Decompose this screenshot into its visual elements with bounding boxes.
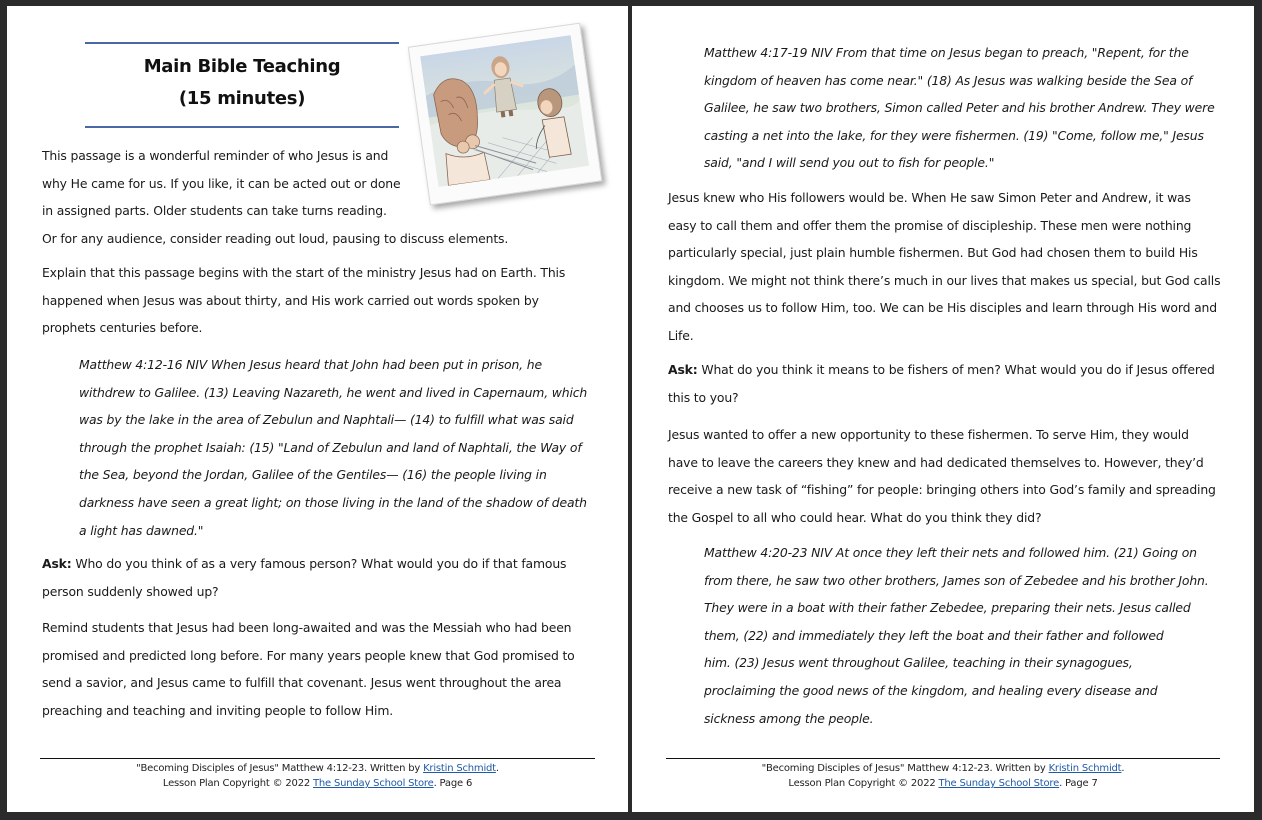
remind-paragraph (42, 614, 575, 724)
author-link[interactable]: Kristin Schmidt (1048, 763, 1122, 774)
jesus-knew-paragraph (668, 184, 1220, 350)
verse-line: Matthew 4:17-19 NIV From that time on Jesus began to preach, "Repent, for the (704, 45, 1189, 60)
footer-text: . (1121, 763, 1125, 774)
footer-text: "Becoming Disciples of Jesus" Matthew 4:12-23. Written by (761, 763, 1049, 774)
text-line: happened when Jesus was about thirty, and His work carried out words spoken by (42, 292, 539, 308)
page-footer (666, 761, 1220, 791)
footer-text: . (495, 763, 499, 774)
text-line: particularly special, just plain humble fishermen. But God had chosen them to build His (668, 245, 1198, 261)
section-heading (85, 51, 399, 115)
text-line: Life. (668, 327, 694, 343)
verse-line: casting a net into the lake, for they were fishermen. (19) "Come, follow me," Jesus (704, 127, 1204, 143)
verse-line: was by the lake in the area of Zebulun and Naphtali— (14) to fulfill what was said (79, 412, 574, 428)
jesus-wanted-paragraph (668, 421, 1216, 531)
verse-line: kingdom of heaven has come near." (18) As Jesus was walking beside the Sea of (704, 72, 1193, 88)
text-line (42, 550, 566, 578)
footer-line-1 (40, 761, 595, 776)
footer-text: Lesson Plan Copyright © 2022 (788, 778, 939, 789)
verse-line: proclaiming the good news of the kingdom, and healing every disease and (704, 682, 1158, 698)
footer-rule (40, 758, 595, 759)
text-line: This passage is a wonderful reminder of who Jesus is and (42, 148, 389, 163)
heading-duration: (15 minutes) (178, 88, 306, 109)
verse-line: through the prophet Isaiah: (15) "Land of Zebulun and land of Naphtali, the Way of (79, 439, 582, 455)
text-line: Jesus wanted to offer a new opportunity to these fishermen. To serve Him, they would (668, 427, 1189, 442)
verse-line: a light has dawned." (79, 522, 204, 538)
page-number: . Page 7 (1059, 778, 1098, 789)
heading-bottom-rule (85, 126, 399, 128)
text-line: why He came for us. If you like, it can be acted out or done (42, 175, 401, 191)
verse-line: sickness among the people. (704, 710, 874, 726)
text-line: Or for any audience, consider reading out loud, pausing to discuss elements. (42, 230, 509, 246)
ask-question-paragraph (42, 550, 566, 605)
verse-line: withdrew to Galilee. (13) Leaving Nazareth, he went and lived in Capernaum, which (79, 384, 588, 400)
verse-line: them, (22) and immediately they left the boat and their father and followed (704, 627, 1164, 643)
verse-line: Matthew 4:20-23 NIV At once they left their nets and followed him. (21) Going on (704, 545, 1197, 560)
verse-line: him. (23) Jesus went throughout Galilee, teaching in their synagogues, (704, 655, 1133, 671)
footer-line-2 (40, 776, 595, 791)
text-line: preaching and teaching and inviting people to follow Him. (42, 702, 394, 718)
text-line: send a savior, and Jesus came to fulfill that covenant. Jesus went throughout the area (42, 675, 562, 691)
text-line: Explain that this passage begins with the start of the ministry Jesus had on Earth. This (42, 265, 566, 280)
intro-paragraph (42, 142, 508, 252)
scripture-quote-matthew-4-20-23 (704, 539, 1209, 732)
text-line: receive a new task of “fishing” for people: bringing others into God’s family and spreading (668, 482, 1216, 498)
heading-top-rule (85, 42, 399, 44)
explain-paragraph (42, 259, 565, 342)
ask-question-paragraph (668, 356, 1215, 411)
text-line (668, 356, 1215, 384)
scripture-quote-matthew-4-12-16 (79, 351, 587, 544)
verse-line: the Sea, beyond the Jordan, Galilee of the Gentiles— (16) the people living in (79, 467, 547, 483)
text-line: person suddenly showed up? (42, 583, 219, 599)
ask-label: Ask: (668, 362, 698, 377)
verse-line: from there, he saw two other brothers, James son of Zebedee and his brother John. (704, 572, 1209, 588)
text-line: Jesus knew who His followers would be. When He saw Simon Peter and Andrew, it was (668, 190, 1191, 205)
heading-title: Main Bible Teaching (143, 56, 341, 77)
scripture-quote-matthew-4-17-19 (704, 39, 1215, 177)
text-line: in assigned parts. Older students can take turns reading. (42, 203, 387, 219)
author-link[interactable]: Kristin Schmidt (423, 763, 496, 774)
document-page-6 (7, 6, 628, 812)
page-number: . Page 6 (433, 778, 473, 789)
store-link[interactable]: The Sunday School Store (938, 778, 1060, 789)
footer-line-1 (666, 761, 1220, 776)
verse-line: said, "and I will send you out to fish for people." (704, 155, 995, 171)
footer-text: "Becoming Disciples of Jesus" Matthew 4:12-23. Written by (136, 763, 424, 774)
footer-rule (666, 758, 1220, 759)
footer-line-2 (666, 776, 1220, 791)
verse-line: They were in a boat with their father Zebedee, preparing their nets. Jesus called (704, 600, 1191, 616)
store-link[interactable]: The Sunday School Store (313, 778, 434, 789)
footer-text: Lesson Plan Copyright © 2022 (162, 778, 313, 789)
verse-line: darkness have seen a great light; on those living in the land of the shadow of death (79, 494, 587, 510)
text-line: prophets centuries before. (42, 320, 203, 336)
text-line: Remind students that Jesus had been long-awaited and was the Messiah who had been (42, 620, 572, 635)
ask-text: What do you think it means to be fishers of men? What would you do if Jesus offered (697, 362, 1215, 377)
verse-line: Matthew 4:12-16 NIV When Jesus heard that John had been put in prison, he (79, 357, 542, 372)
text-line: the Gospel to all who could hear. What do you think they did? (668, 509, 1042, 525)
text-line: have to leave the careers they knew and had dedicated themselves to. However, they’d (668, 454, 1204, 470)
text-line: promised and predicted long before. For many years people knew that God promised to (42, 647, 575, 663)
text-line: easy to call them and offer them the promise of discipleship. These men were nothing (668, 217, 1192, 233)
verse-line: Galilee, he saw two brothers, Simon called Peter and his brother Andrew. They were (704, 100, 1215, 116)
page-footer (40, 761, 595, 791)
text-line: kingdom. We might not think there’s much in our lives that makes us special, but God calls (668, 272, 1221, 288)
text-line: and chooses us to follow Him, too. We can be His disciples and learn through His word and (668, 300, 1217, 316)
document-page-7 (632, 6, 1254, 812)
text-line: this to you? (668, 389, 739, 405)
ask-text: Who do you think of as a very famous person? What would you do if that famous (71, 556, 567, 571)
ask-label: Ask: (42, 556, 72, 571)
